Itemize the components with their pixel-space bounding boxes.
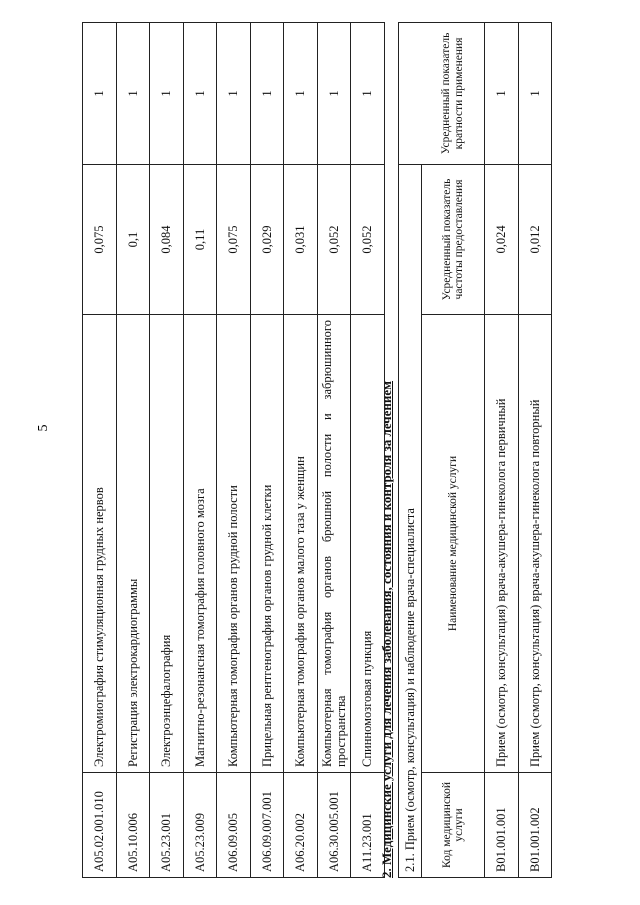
service-name: Компьютерная томография органов брюшной полости и забрюшинного пространства — [317, 315, 351, 773]
service-code: A06.20.002 — [284, 773, 318, 878]
frequency-value: 0,031 — [284, 165, 318, 315]
service-name: Спинномозговая пункция — [351, 315, 385, 773]
service-name: Прием (осмотр, консультация) врача-акушера-гинеколога первичный — [485, 315, 519, 773]
service-code: A05.23.009 — [183, 773, 217, 878]
table-row — [250, 23, 284, 878]
header-name: Наименование медицинской услуги — [422, 315, 485, 773]
table-row — [150, 23, 184, 878]
subsection-title: 2.1. Прием (осмотр, консультация) и наблюдение врача-специалиста — [399, 164, 422, 877]
service-code: B01.001.002 — [518, 773, 552, 878]
service-name: Электромиография стимуляционная грудных нервов — [83, 315, 117, 773]
multiplicity-value: 1 — [485, 22, 519, 164]
table-row — [217, 23, 251, 878]
multiplicity-value: 1 — [83, 23, 117, 165]
frequency-value: 0,1 — [116, 165, 150, 315]
service-name: Электроэнцефалография — [150, 315, 184, 773]
frequency-value: 0,052 — [317, 165, 351, 315]
multiplicity-value: 1 — [317, 23, 351, 165]
rotated-content — [82, 23, 542, 878]
subsection-row — [399, 22, 422, 877]
header-multiplicity: Усредненный показатель кратности применения — [422, 22, 485, 164]
frequency-value: 0,075 — [83, 165, 117, 315]
services-table-consultations — [398, 22, 552, 878]
service-name: Прием (осмотр, консультация) врача-акушера-гинеколога повторный — [518, 315, 552, 773]
services-table-diagnostics — [82, 22, 385, 878]
multiplicity-value: 1 — [116, 23, 150, 165]
service-name: Прицельная рентгенография органов грудной клетки — [250, 315, 284, 773]
table-row — [518, 22, 552, 877]
table-row — [485, 22, 519, 877]
frequency-value: 0,012 — [518, 164, 552, 314]
table-row — [116, 23, 150, 878]
frequency-value: 0,11 — [183, 165, 217, 315]
section-title: 2. Медицинские услуги для лечения заболевания, состояния и контроля за лечением — [379, 380, 394, 878]
frequency-value: 0,075 — [217, 165, 251, 315]
multiplicity-value: 1 — [518, 22, 552, 164]
frequency-value: 0,084 — [150, 165, 184, 315]
service-name: Регистрация электрокардиограммы — [116, 315, 150, 773]
service-code: A06.09.005 — [217, 773, 251, 878]
table-row — [83, 23, 117, 878]
frequency-value: 0,029 — [250, 165, 284, 315]
service-code: A05.02.001.010 — [83, 773, 117, 878]
table-row — [317, 23, 351, 878]
table-row — [284, 23, 318, 878]
service-code: A11.23.001 — [351, 773, 385, 878]
multiplicity-value: 1 — [351, 23, 385, 165]
multiplicity-value: 1 — [284, 23, 318, 165]
table-header-row — [422, 22, 485, 877]
service-name: Магнитно-резонансная томография головного мозга — [183, 315, 217, 773]
service-name: Компьютерная томография органов малого таза у женщин — [284, 315, 318, 773]
service-code: A06.09.007.001 — [250, 773, 284, 878]
multiplicity-value: 1 — [150, 23, 184, 165]
service-code: A05.23.001 — [150, 773, 184, 878]
frequency-value: 0,024 — [485, 164, 519, 314]
subsection-empty-cell — [399, 22, 422, 164]
service-name: Компьютерная томография органов грудной полости — [217, 315, 251, 773]
header-code: Код медицинской услуги — [422, 773, 485, 878]
multiplicity-value: 1 — [217, 23, 251, 165]
page-number: 5 — [36, 424, 51, 432]
table-row — [183, 23, 217, 878]
service-code: B01.001.001 — [485, 773, 519, 878]
service-code: A06.30.005.001 — [317, 773, 351, 878]
multiplicity-value: 1 — [250, 23, 284, 165]
frequency-value: 0,052 — [351, 165, 385, 315]
multiplicity-value: 1 — [183, 23, 217, 165]
header-frequency: Усредненный показатель частоты предоставления — [422, 164, 485, 314]
service-code: A05.10.006 — [116, 773, 150, 878]
